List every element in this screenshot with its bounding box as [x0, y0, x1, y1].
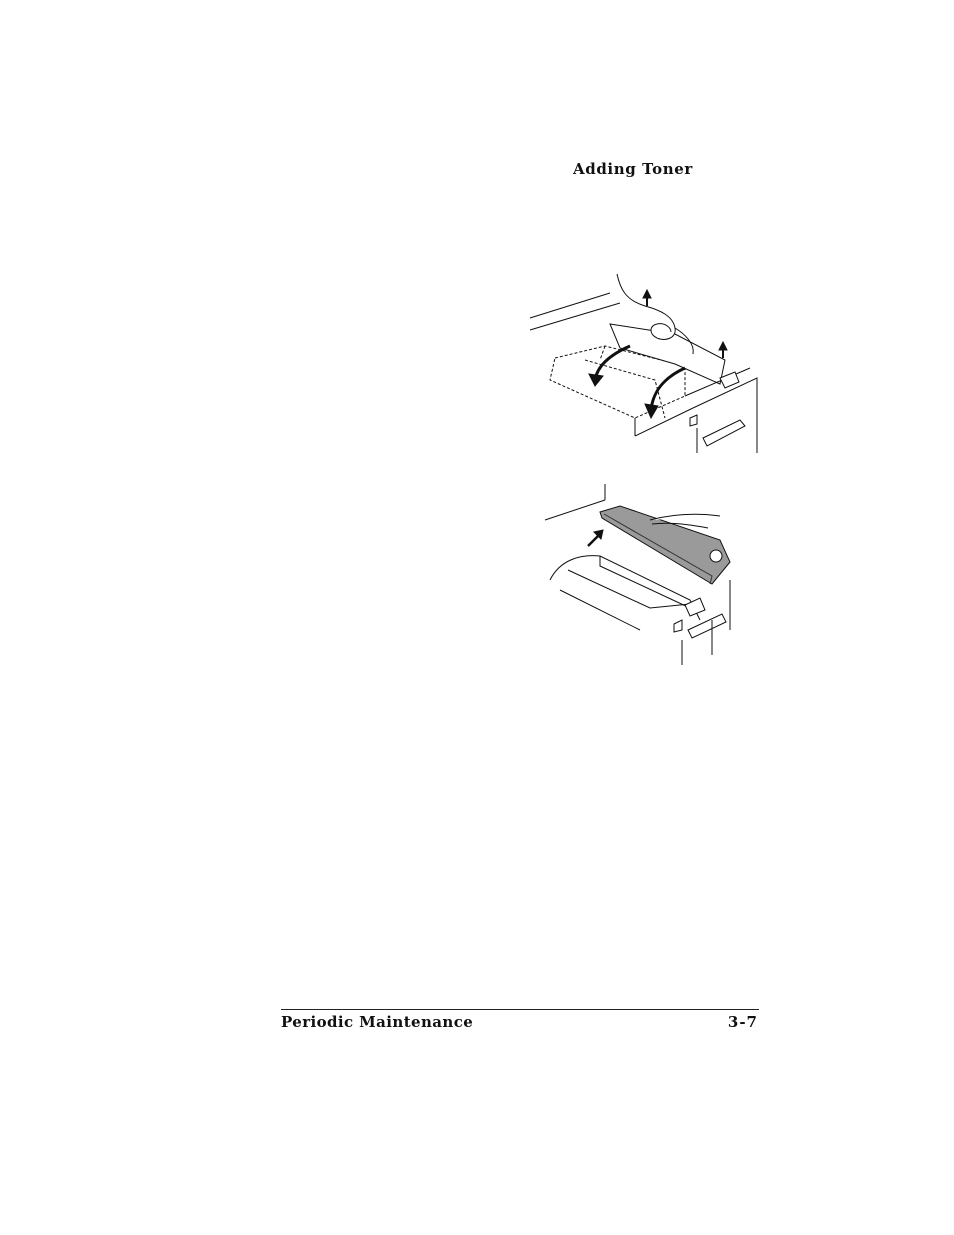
footer-rule	[281, 1009, 759, 1010]
footer-chapter-title: Periodic Maintenance	[281, 1013, 474, 1031]
printer-handle	[703, 420, 745, 446]
page-number: 3-7	[727, 1013, 758, 1031]
printer-edge-line	[530, 293, 610, 318]
toner-seal-illustration-icon	[525, 268, 765, 460]
toner-cover-illustration-icon	[540, 480, 750, 670]
printer-body	[550, 556, 700, 620]
hand-outline	[650, 514, 720, 520]
page-section-title: Adding Toner	[573, 160, 693, 178]
